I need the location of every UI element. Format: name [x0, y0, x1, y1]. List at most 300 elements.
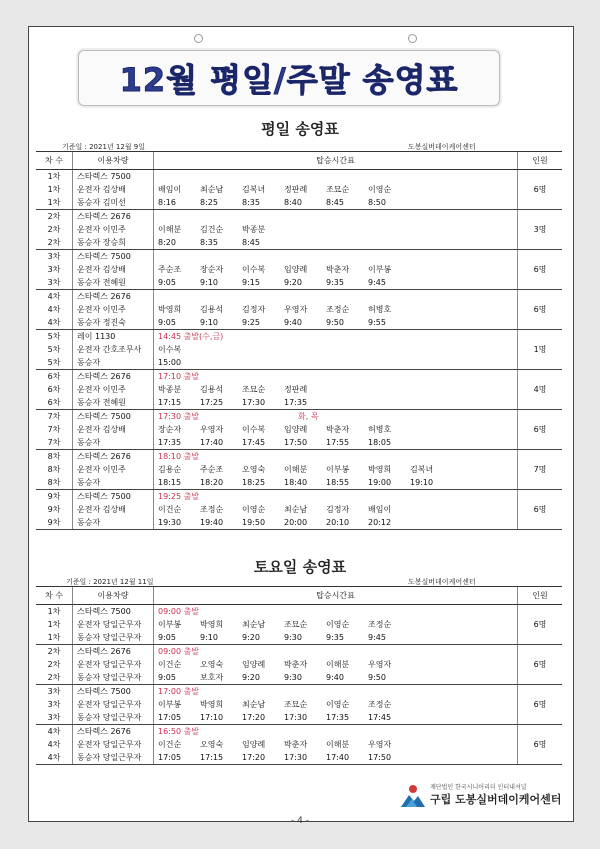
passenger-name: 박영희: [368, 465, 392, 474]
table-row: [36, 450, 562, 490]
vehicle-number: 1차: [47, 172, 61, 181]
passenger-names-line: [154, 503, 517, 516]
passenger-name: 박춘자: [284, 660, 308, 669]
vehicle-info-line: 운전자 당일근무자: [77, 740, 142, 749]
header-cell: 이용차량: [73, 587, 154, 604]
passenger-name: 이부봉: [326, 465, 350, 474]
vehicle-info-cell: [73, 605, 154, 644]
vehicle-info-line: 동승자 정진숙: [77, 318, 126, 327]
vehicle-number: 3차: [47, 278, 61, 287]
pickup-times-line: [154, 516, 517, 529]
passenger-name: 오영숙: [200, 740, 224, 749]
vehicle-number-cell: [36, 290, 73, 329]
pickup-time: 8:45: [326, 198, 344, 207]
vehicle-info-line: 운전자 김상배: [77, 425, 126, 434]
vehicle-number: 5차: [47, 358, 61, 367]
pickup-time: 17:15: [158, 398, 182, 407]
vehicle-number: 9차: [47, 505, 61, 514]
title-banner: [78, 50, 500, 106]
pickup-time: 8:25: [200, 198, 218, 207]
pickup-time: 17:15: [200, 753, 224, 762]
departure-note-line: [154, 410, 517, 423]
pickup-time: 9:35: [326, 278, 344, 287]
pickup-times-line: [154, 196, 517, 209]
pickup-time: 17:50: [368, 753, 392, 762]
passenger-name: 조정순: [368, 700, 392, 709]
center-logo: [400, 782, 570, 808]
vehicle-info-cell: [73, 645, 154, 684]
pickup-time: 9:45: [368, 633, 386, 642]
passenger-name: 조정순: [326, 305, 350, 314]
vehicle-info-line: 동승자 당일근무자: [77, 633, 142, 642]
passenger-name: 조묘순: [242, 385, 266, 394]
vehicle-number: 1차: [47, 185, 61, 194]
vehicle-number: 3차: [47, 687, 61, 696]
pickup-time: 9:20: [242, 673, 260, 682]
pickup-time: 17:35: [284, 398, 308, 407]
table-row: [36, 725, 562, 765]
vehicle-info-line: 운전자 김상배: [77, 185, 126, 194]
vehicle-info-line: 운전자 김상배: [77, 265, 126, 274]
vehicle-info-line: 동승자 김미선: [77, 198, 126, 207]
pickup-time: 20:10: [326, 518, 350, 527]
vehicle-number-cell: [36, 725, 73, 764]
passenger-name: 김용석: [200, 305, 224, 314]
departure-note-line: [154, 685, 517, 698]
table-row: [36, 170, 562, 210]
vehicle-number-cell: [36, 250, 73, 289]
pickup-time: 17:40: [326, 753, 350, 762]
passenger-name: 김복녀: [410, 465, 434, 474]
passenger-name: 최순남: [284, 505, 308, 514]
pickup-times-line: [154, 236, 517, 249]
vehicle-info-line: 스타렉스 7500: [77, 252, 131, 261]
passenger-name: 배임이: [158, 185, 182, 194]
vehicle-number: 9차: [47, 518, 61, 527]
passenger-name: 이건순: [158, 740, 182, 749]
passenger-name: 박춘자: [326, 425, 350, 434]
vehicle-info-line: 스타렉스 7500: [77, 607, 131, 616]
passenger-name: 김건순: [200, 225, 224, 234]
passenger-name: 김복녀: [242, 185, 266, 194]
departure-note-line: [154, 250, 517, 263]
passenger-name: 이해분: [326, 740, 350, 749]
passenger-name: 이해분: [284, 465, 308, 474]
vehicle-info-line: 동승자 전혜원: [77, 398, 126, 407]
vehicle-number: 2차: [47, 238, 61, 247]
departure-note-line: [154, 605, 517, 618]
pickup-time: 17:30: [284, 713, 308, 722]
passenger-name: 박춘자: [284, 740, 308, 749]
passenger-count: 7명: [533, 465, 547, 474]
passenger-name: 우영자: [284, 305, 308, 314]
pickup-time: 8:50: [368, 198, 386, 207]
table-header: [36, 152, 562, 170]
boarding-times-cell: [154, 685, 518, 724]
passenger-name: 김용석: [200, 385, 224, 394]
table-row: [36, 330, 562, 370]
vehicle-info-line: 스타렉스 2676: [77, 727, 131, 736]
passenger-names-line: [154, 383, 517, 396]
pickup-time: 9:55: [368, 318, 386, 327]
pickup-times-line: [154, 356, 517, 369]
logo-subtitle: 재단법인 한국시니어리더 인터내셔널: [430, 784, 527, 791]
pickup-time: 17:35: [326, 713, 350, 722]
pickup-time: 17:10: [200, 713, 224, 722]
departure-note: 17:00 출발: [158, 687, 200, 696]
passenger-names-line: [154, 183, 517, 196]
passenger-names-line: [154, 343, 517, 356]
vehicle-info-line: 스타렉스 2676: [77, 292, 131, 301]
vehicle-info-line: 운전자 간호조무사: [77, 345, 142, 354]
passenger-name: 김용순: [158, 465, 182, 474]
passenger-names-line: [154, 303, 517, 316]
passenger-name: 임양례: [242, 740, 266, 749]
pickup-time: 20:12: [368, 518, 392, 527]
departure-note: 17:10 출발: [158, 372, 200, 381]
pickup-times-line: [154, 276, 517, 289]
passenger-name: 배임이: [368, 505, 392, 514]
vehicle-number: 6차: [47, 385, 61, 394]
vehicle-info-line: 레이 1130: [77, 332, 116, 341]
departure-note-line: [154, 170, 517, 183]
vehicle-number-cell: [36, 645, 73, 684]
vehicle-info-line: 스타렉스 2676: [77, 212, 131, 221]
passenger-name: 이건순: [158, 505, 182, 514]
pickup-time: 8:45: [242, 238, 260, 247]
table-row: [36, 410, 562, 450]
passenger-name: 박영희: [158, 305, 182, 314]
vehicle-number: 1차: [47, 620, 61, 629]
vehicle-info-cell: [73, 330, 154, 369]
vehicle-info-cell: [73, 725, 154, 764]
boarding-times-cell: [154, 290, 518, 329]
vehicle-info-cell: [73, 410, 154, 449]
header-cell: 이용차량: [73, 152, 154, 169]
vehicle-number: 5차: [47, 332, 61, 341]
pickup-time: 9:15: [242, 278, 260, 287]
vehicle-info-cell: [73, 450, 154, 489]
boarding-times-cell: [154, 330, 518, 369]
passenger-name: 오영숙: [242, 465, 266, 474]
vehicle-info-line: 동승자 장승희: [77, 238, 126, 247]
departure-note-line: [154, 290, 517, 303]
vehicle-number: 8차: [47, 465, 61, 474]
departure-note-line: [154, 450, 517, 463]
departure-note: 19:25 출발: [158, 492, 200, 501]
boarding-times-cell: [154, 645, 518, 684]
passenger-count: 6명: [533, 185, 547, 194]
header-cell: 차 수: [36, 587, 73, 604]
vehicle-number: 1차: [47, 633, 61, 642]
boarding-times-cell: [154, 725, 518, 764]
pickup-times-line: [154, 671, 517, 684]
pickup-time: 18:40: [284, 478, 308, 487]
vehicle-info-line: 운전자 당일근무자: [77, 620, 142, 629]
passenger-name: 이수복: [158, 345, 182, 354]
vehicle-number: 5차: [47, 345, 61, 354]
pickup-time: 9:10: [200, 633, 218, 642]
passenger-names-line: [154, 263, 517, 276]
passenger-name: 박영희: [200, 700, 224, 709]
vehicle-info-line: 스타렉스 7500: [77, 412, 131, 421]
vehicle-info-line: 스타렉스 2676: [77, 452, 131, 461]
boarding-times-cell: [154, 490, 518, 529]
vehicle-number: 4차: [47, 753, 61, 762]
pickup-time: 9:05: [158, 633, 176, 642]
vehicle-number-cell: [36, 490, 73, 529]
pickup-time: 17:25: [200, 398, 224, 407]
passenger-names-line: [154, 738, 517, 751]
pickup-time: 보호자: [200, 673, 224, 682]
vehicle-number-cell: [36, 450, 73, 489]
pickup-time: 18:55: [326, 478, 350, 487]
vehicle-info-line: 동승자 당일근무자: [77, 673, 142, 682]
passenger-name: 조정순: [200, 505, 224, 514]
pickup-times-line: [154, 631, 517, 644]
vehicle-info-cell: [73, 170, 154, 209]
pickup-time: 17:30: [284, 753, 308, 762]
pickup-time: 17:20: [242, 713, 266, 722]
vehicle-info-line: 동승자 당일근무자: [77, 713, 142, 722]
vehicle-info-line: 운전자 이민주: [77, 305, 126, 314]
pickup-time: 9:20: [284, 278, 302, 287]
pickup-time: 17:50: [284, 438, 308, 447]
passenger-name: 이해분: [158, 225, 182, 234]
vehicle-number-cell: [36, 685, 73, 724]
vehicle-info-line: 동승자: [77, 438, 101, 447]
vehicle-info-line: 동승자: [77, 518, 101, 527]
passenger-name: 조묘순: [326, 185, 350, 194]
pickup-time: 19:50: [242, 518, 266, 527]
vehicle-info-cell: [73, 250, 154, 289]
header-cell: 탑승시간표: [154, 152, 518, 169]
vehicle-number-cell: [36, 210, 73, 249]
saturday-base-date: 기준일 : 2021년 12월 11일: [66, 578, 154, 586]
header-cell: 탑승시간표: [154, 587, 518, 604]
boarding-times-cell: [154, 410, 518, 449]
vehicle-info-line: 운전자 당일근무자: [77, 660, 142, 669]
pickup-times-line: [154, 751, 517, 764]
pickup-time: 9:10: [200, 278, 218, 287]
passenger-name: 우영자: [200, 425, 224, 434]
saturday-center-name: 도봉실버데이케어센터: [408, 578, 476, 586]
passenger-name: 최순남: [200, 185, 224, 194]
vehicle-number: 4차: [47, 318, 61, 327]
vehicle-number: 3차: [47, 713, 61, 722]
passenger-name: 최순남: [242, 620, 266, 629]
passenger-name: 주순조: [158, 265, 182, 274]
vehicle-info-cell: [73, 290, 154, 329]
vehicle-info-line: 동승자: [77, 478, 101, 487]
vehicle-number: 9차: [47, 492, 61, 501]
vehicle-number: 6차: [47, 372, 61, 381]
pickup-time: 9:30: [284, 673, 302, 682]
table-row: [36, 290, 562, 330]
vehicle-number: 2차: [47, 212, 61, 221]
pickup-time: 19:30: [158, 518, 182, 527]
table-row: [36, 605, 562, 645]
departure-note: 14:45 출발(수,금): [158, 332, 224, 341]
vehicle-info-cell: [73, 210, 154, 249]
pickup-time: 17:05: [158, 713, 182, 722]
passenger-name: 조정순: [368, 620, 392, 629]
pickup-time: 8:35: [200, 238, 218, 247]
passenger-name: 조묘순: [284, 620, 308, 629]
header-cell: 인원: [532, 156, 548, 165]
pickup-time: 9:45: [368, 278, 386, 287]
passenger-name: 임양례: [284, 425, 308, 434]
passenger-name: 김정자: [242, 305, 266, 314]
pickup-time: 18:20: [200, 478, 224, 487]
vehicle-number: 3차: [47, 265, 61, 274]
boarding-times-cell: [154, 450, 518, 489]
logo-title: 구립 도봉실버데이케어센터: [430, 793, 562, 806]
vehicle-info-line: 동승자 전혜원: [77, 278, 126, 287]
table-row: [36, 685, 562, 725]
passenger-name: 정판례: [284, 185, 308, 194]
weekday-base-date: 기준일 : 2021년 12월 9일: [62, 143, 146, 151]
passenger-name: 임양례: [284, 265, 308, 274]
vehicle-number: 7차: [47, 412, 61, 421]
departure-note-line: [154, 645, 517, 658]
boarding-times-cell: [154, 605, 518, 644]
table-row: [36, 490, 562, 530]
boarding-times-cell: [154, 210, 518, 249]
vehicle-number: 4차: [47, 740, 61, 749]
departure-note: 17:30 출발: [158, 412, 200, 421]
passenger-name: 오영숙: [200, 660, 224, 669]
passenger-name: 박종분: [158, 385, 182, 394]
departure-note-line: [154, 330, 517, 343]
mountain-logo-icon: [400, 784, 426, 808]
passenger-name: 이영순: [326, 620, 350, 629]
passenger-count: 6명: [533, 425, 547, 434]
pickup-time: 9:40: [326, 673, 344, 682]
pickup-time: 9:10: [200, 318, 218, 327]
passenger-name: 박춘자: [326, 265, 350, 274]
departure-note-line: [154, 490, 517, 503]
pickup-time: 8:20: [158, 238, 176, 247]
pickup-time: 17:35: [158, 438, 182, 447]
vehicle-info-line: 스타렉스 7500: [77, 687, 131, 696]
vehicle-number: 2차: [47, 647, 61, 656]
pickup-time: 17:40: [200, 438, 224, 447]
pickup-times-line: [154, 711, 517, 724]
departure-note-line: [154, 210, 517, 223]
pickup-time: 18:15: [158, 478, 182, 487]
vehicle-number: 8차: [47, 478, 61, 487]
vehicle-info-line: 운전자 이민주: [77, 385, 126, 394]
passenger-names-line: [154, 423, 517, 436]
pickup-time: 18:05: [368, 438, 392, 447]
pickup-times-line: [154, 436, 517, 449]
passenger-name: 허병호: [368, 305, 392, 314]
pickup-time: 17:45: [368, 713, 392, 722]
pickup-time: 19:40: [200, 518, 224, 527]
pickup-time: 9:25: [242, 318, 260, 327]
passenger-name: 이영순: [368, 185, 392, 194]
pickup-time: 8:16: [158, 198, 176, 207]
passenger-name: 박종분: [242, 225, 266, 234]
vehicle-number: 3차: [47, 252, 61, 261]
passenger-names-line: [154, 223, 517, 236]
vehicle-number: 4차: [47, 727, 61, 736]
passenger-name: 이수복: [242, 265, 266, 274]
passenger-name: 임양례: [242, 660, 266, 669]
vehicle-info-line: 운전자 김상배: [77, 505, 126, 514]
vehicle-info-cell: [73, 370, 154, 409]
passenger-name: 이부봉: [368, 265, 392, 274]
vehicle-number-cell: [36, 410, 73, 449]
vehicle-number-cell: [36, 370, 73, 409]
departure-note: 09:00 출발: [158, 647, 200, 656]
passenger-name: 조묘순: [284, 700, 308, 709]
pickup-time: 17:55: [326, 438, 350, 447]
vehicle-number: 8차: [47, 452, 61, 461]
passenger-name: 우영자: [368, 740, 392, 749]
passenger-name: 주순조: [200, 465, 224, 474]
vehicle-info-line: 스타렉스 7500: [77, 492, 131, 501]
pickup-time: 9:20: [242, 633, 260, 642]
vehicle-info-line: 운전자 이민주: [77, 225, 126, 234]
departure-note-line: [154, 370, 517, 383]
pickup-time: 18:25: [242, 478, 266, 487]
weekday-schedule-table: [36, 151, 562, 530]
passenger-count: 6명: [533, 660, 547, 669]
pickup-time: 15:00: [158, 358, 182, 367]
vehicle-number: 1차: [47, 198, 61, 207]
passenger-count: 6명: [533, 305, 547, 314]
passenger-name: 박영희: [200, 620, 224, 629]
departure-note: 18:10 출발: [158, 452, 200, 461]
passenger-count: 3명: [533, 225, 547, 234]
vehicle-info-line: 스타렉스 2676: [77, 372, 131, 381]
passenger-name: 이영순: [242, 505, 266, 514]
departure-note: 09:00 출발: [158, 607, 200, 616]
passenger-name: 허병호: [368, 425, 392, 434]
pickup-time: 9:05: [158, 673, 176, 682]
passenger-count: 6명: [533, 505, 547, 514]
pickup-time: 17:30: [242, 398, 266, 407]
passenger-names-line: [154, 618, 517, 631]
weekday-center-name: 도봉실버데이케어센터: [408, 143, 476, 151]
table-row: [36, 210, 562, 250]
vehicle-info-cell: [73, 490, 154, 529]
vehicle-number: 7차: [47, 425, 61, 434]
passenger-count: 6명: [533, 265, 547, 274]
pickup-times-line: [154, 316, 517, 329]
vehicle-number: 2차: [47, 225, 61, 234]
passenger-count: 6명: [533, 700, 547, 709]
vehicle-number: 4차: [47, 305, 61, 314]
vehicle-info-line: 동승자: [77, 358, 101, 367]
weekday-heading: 평일 송영표: [261, 120, 339, 138]
saturday-heading: 토요일 송영표: [253, 558, 347, 576]
vehicle-number: 4차: [47, 292, 61, 301]
pickup-times-line: [154, 396, 517, 409]
pickup-time: 9:30: [284, 633, 302, 642]
header-cell: 차 수: [36, 152, 73, 169]
passenger-name: 이영순: [326, 700, 350, 709]
passenger-name: 이부봉: [158, 700, 182, 709]
passenger-count: 1명: [533, 345, 547, 354]
pickup-time: 9:35: [326, 633, 344, 642]
pickup-time: 9:05: [158, 318, 176, 327]
pickup-time: 17:20: [242, 753, 266, 762]
pickup-time: 9:50: [368, 673, 386, 682]
passenger-name: 이건순: [158, 660, 182, 669]
